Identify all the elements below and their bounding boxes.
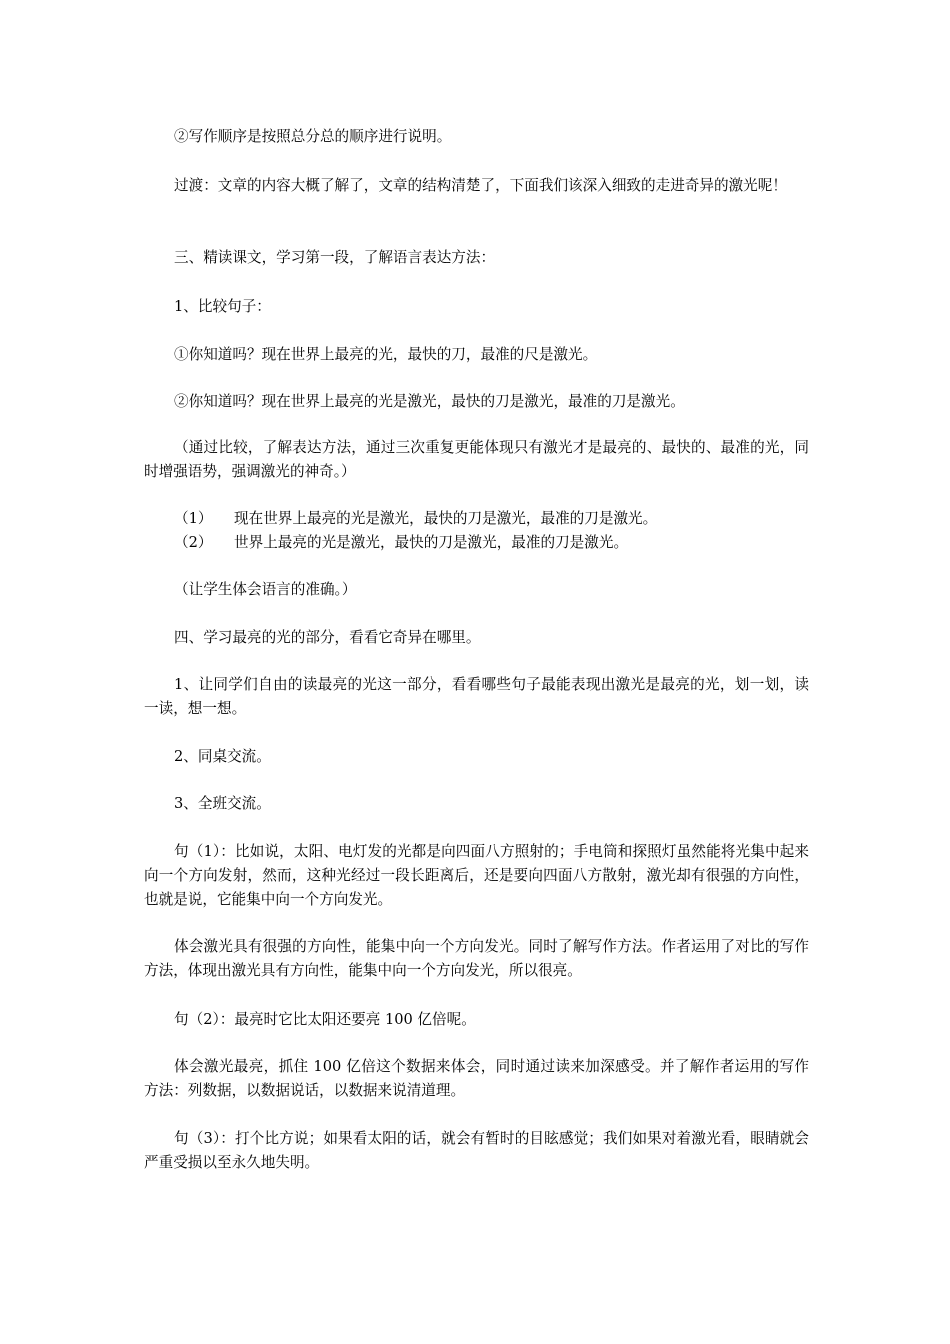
paragraph-sentence-2: 句（2）：最亮时它比太阳还要亮 100 亿倍呢。: [174, 1011, 476, 1028]
paragraph-writing-order: ②写作顺序是按照总分总的顺序进行说明。: [174, 128, 452, 145]
section-heading-3: 三、精读课文，学习第一段，了解语言表达方法：: [174, 249, 496, 266]
numbered-item: [174, 531, 628, 555]
section-heading-4: 四、学习最亮的光的部分，看看它奇异在哪里。: [174, 629, 481, 646]
paragraph-sentence-1: 句（1）：比如说，太阳、电灯发的光都是向四面八方照射的；手电筒和探照灯虽然能将光集中起来向一个方向发射，然而，这种光经过一段长距离后，还是要向四面八方散射，激光却有很强的方向性，也就是说，它能集中向一个方向发光。: [144, 843, 809, 908]
paragraph-brightness-note: 体会激光最亮，抓住 100 亿倍这个数据来体会，同时通过读来加深感受。并了解作者运用的写作方法：列数据，以数据说话，以数据来说清道理。: [144, 1058, 809, 1099]
paragraph-comparison-note: （通过比较，了解表达方法，通过三次重复更能体现只有激光才是最亮的、最快的、最准的光，同时增强语势，强调激光的神奇。）: [144, 439, 809, 480]
item-number: （2）: [174, 534, 213, 551]
item-number: （1）: [174, 510, 213, 527]
paragraph-step-1: 1、让同学们自由的读最亮的光这一部分，看看哪些句子最能表现出激光是最亮的光，划一划，读一读，想一想。: [144, 676, 809, 717]
paragraph-accuracy-note: （让学生体会语言的准确。）: [174, 581, 357, 598]
sentence-2: ②你知道吗？现在世界上最亮的光是激光，最快的刀是激光，最准的刀是激光。: [174, 393, 685, 410]
paragraph-step-2: 2、同桌交流。: [174, 748, 271, 765]
item-text: 现在世界上最亮的光是激光，最快的刀是激光，最准的刀是激光。: [234, 510, 658, 527]
item-text: 世界上最亮的光是激光，最快的刀是激光，最准的刀是激光。: [234, 534, 629, 551]
paragraph-step-3: 3、全班交流。: [174, 795, 271, 812]
paragraph-sentence-3: 句（3）：打个比方说；如果看太阳的话，就会有暂时的目眩感觉；我们如果对着激光看，眼睛就会严重受损以至永久地失明。: [144, 1130, 809, 1171]
sentence-1: ①你知道吗？现在世界上最亮的光，最快的刀，最准的尺是激光。: [174, 346, 598, 363]
numbered-item: [174, 507, 657, 531]
subheading-compare-sentences: 1、比较句子：: [174, 298, 271, 315]
paragraph-direction-note: 体会激光具有很强的方向性，能集中向一个方向发光。同时了解写作方法。作者运用了对比的写作方法，体现出激光具有方向性，能集中向一个方向发光，所以很亮。: [144, 938, 809, 979]
paragraph-transition: 过渡：文章的内容大概了解了，文章的结构清楚了，下面我们该深入细致的走进奇异的激光呢！: [174, 177, 787, 194]
